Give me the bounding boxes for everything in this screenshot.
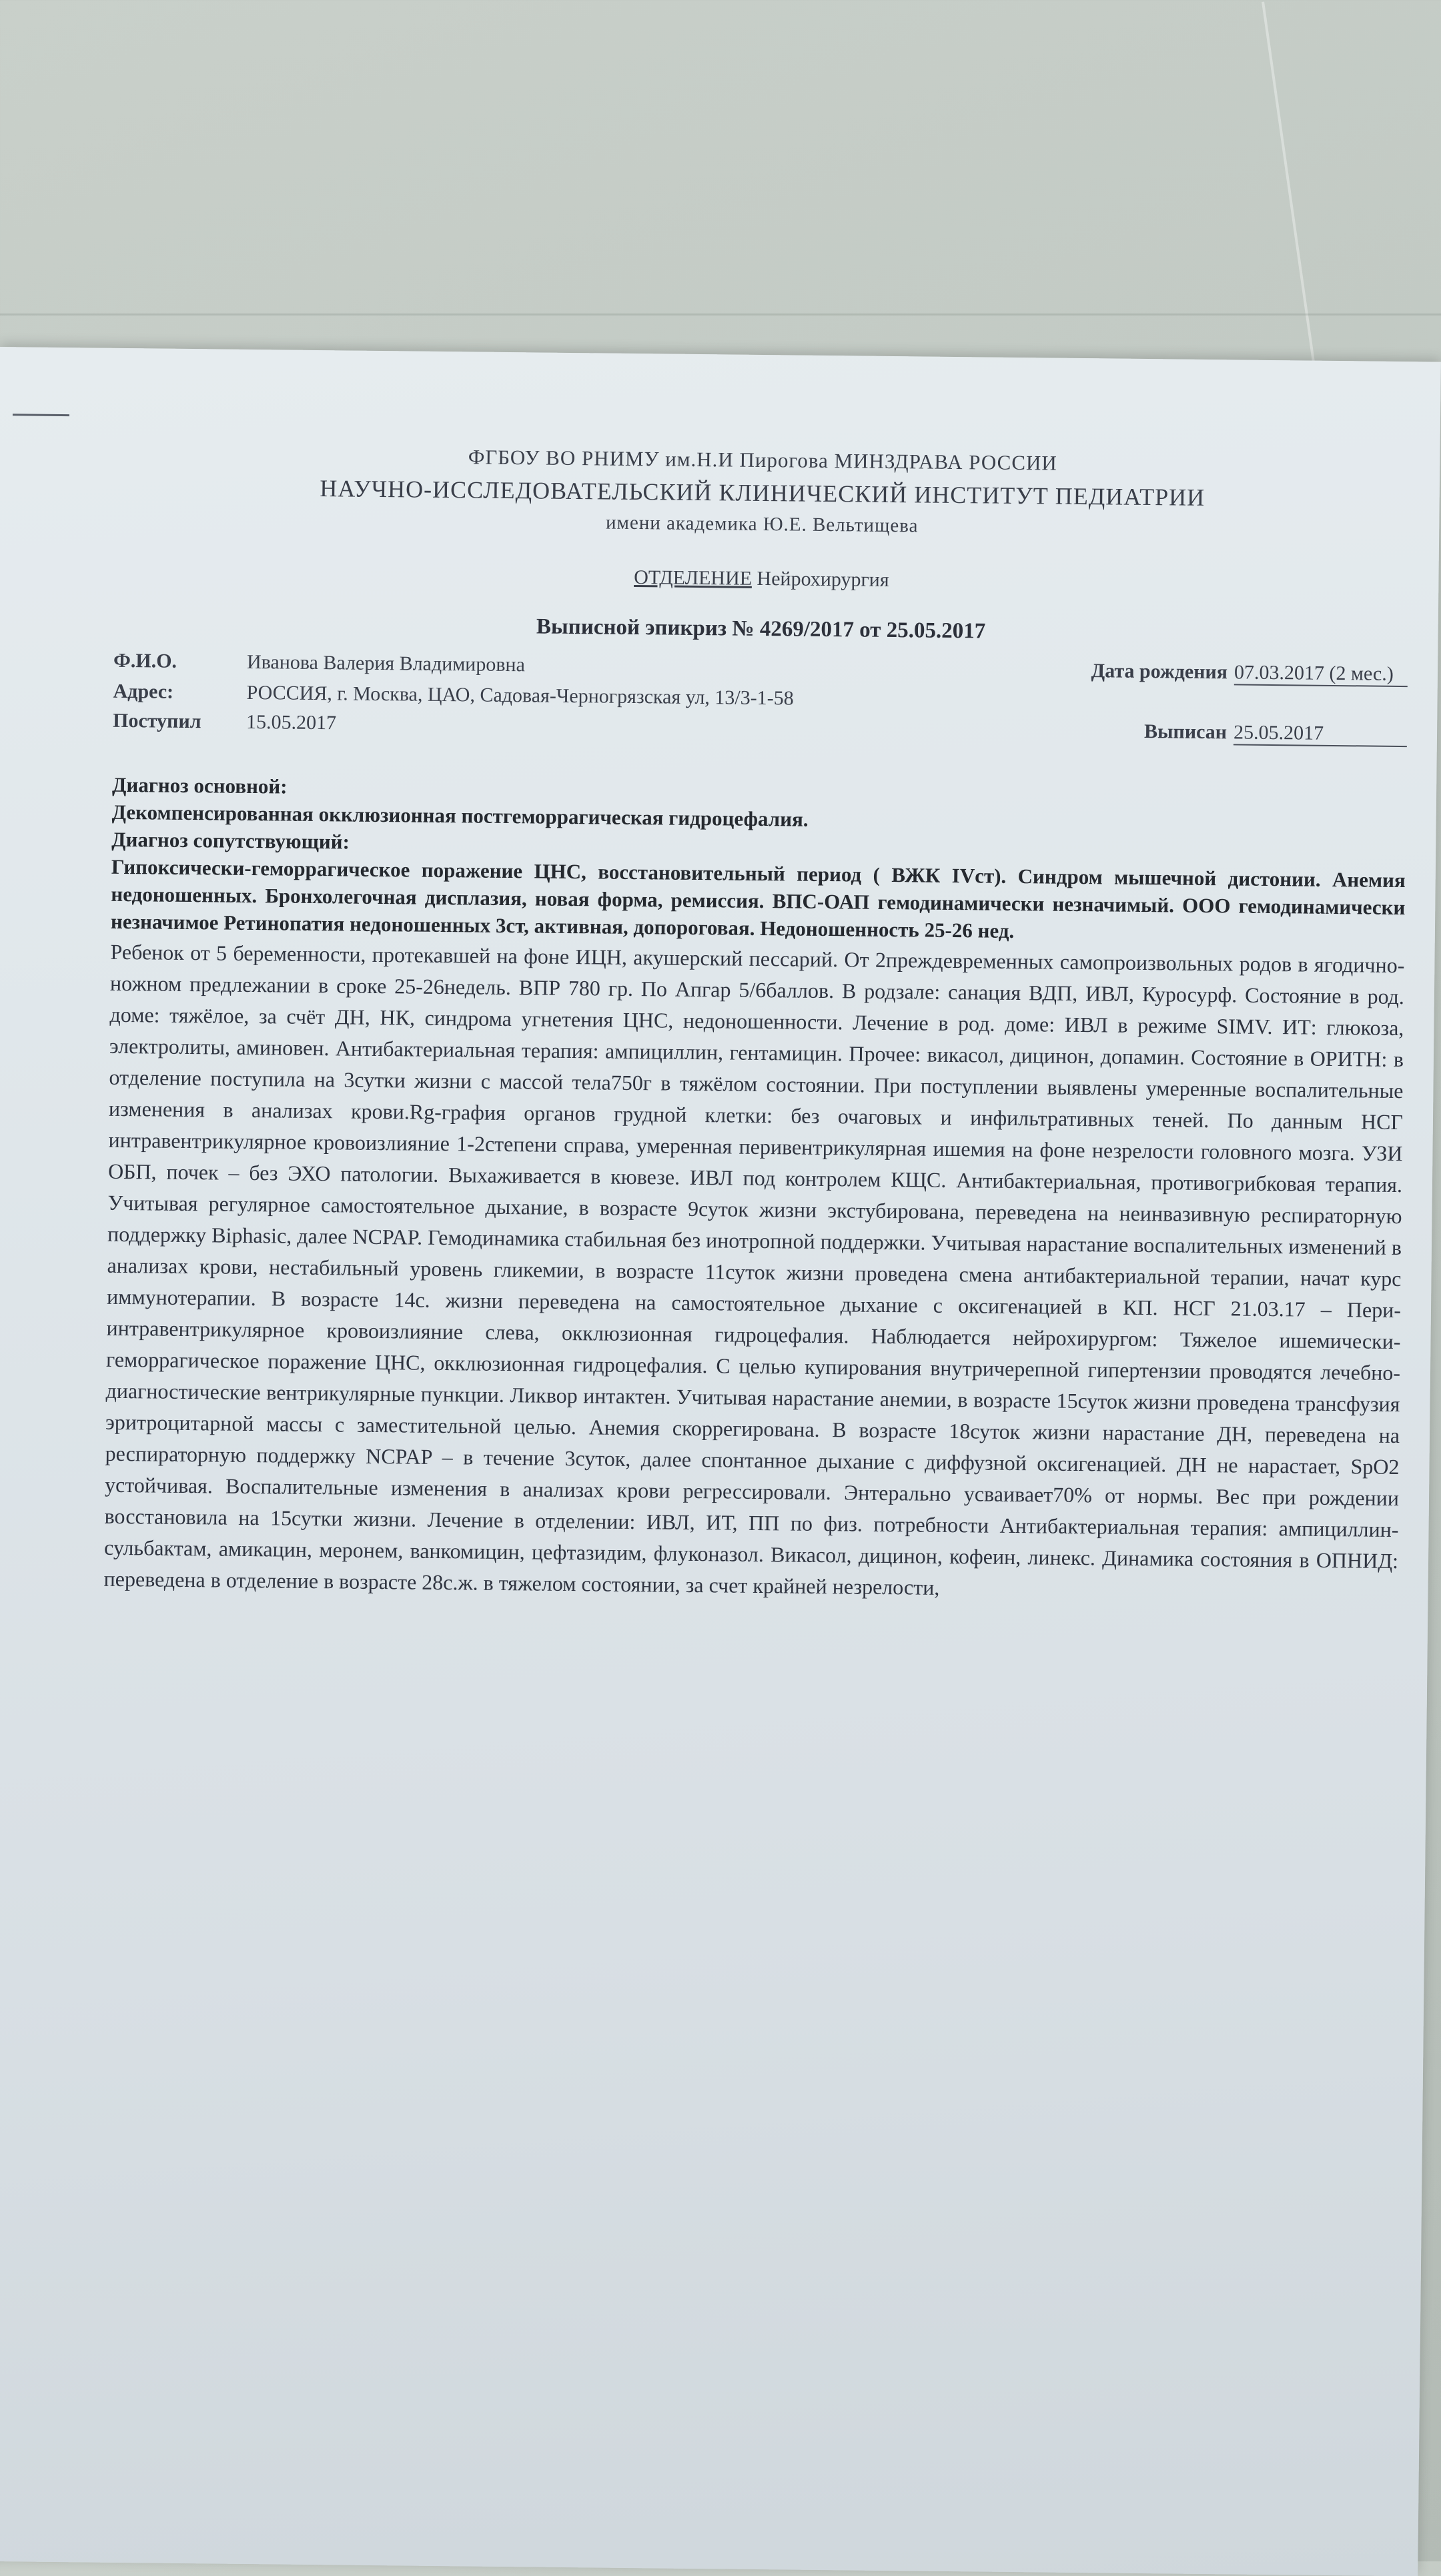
- address-label: Адрес:: [113, 680, 174, 703]
- discharged-value: 25.05.2017: [1234, 721, 1407, 747]
- department-name: Нейрохирургия: [757, 567, 889, 591]
- admitted-label: Поступил: [112, 709, 201, 733]
- document-title: Выписной эпикриз № 4269/2017 от 25.05.2017: [536, 614, 986, 644]
- dob-label: Дата рождения: [1091, 660, 1228, 684]
- discharged-label: Выписан: [1143, 720, 1228, 744]
- department: [114, 561, 1408, 597]
- org-line-2: НАУЧНО-ИССЛЕДОВАТЕЛЬСКИЙ КЛИНИЧЕСКИЙ ИНСТИТУТ ПЕДИАТРИИ: [320, 475, 1206, 511]
- org-line-3: имени академика Ю.Е. Вельтищева: [605, 512, 919, 537]
- main-diagnosis-label: Диагноз основной:: [111, 772, 288, 798]
- concomitant-diagnosis-label: Диагноз сопутствующий:: [111, 827, 350, 854]
- tile-seam: [0, 313, 1441, 315]
- margin-dash: [13, 414, 69, 416]
- department-label: ОТДЕЛЕНИЕ: [634, 566, 753, 590]
- address-value: РОССИЯ, г. Москва, ЦАО, Садовая-Черногрязская ул, 13/3-1-58: [246, 681, 794, 710]
- diagnosis-block: [111, 771, 1406, 948]
- tile-seam: [1262, 1, 1316, 372]
- patient-name-row: [113, 650, 1408, 687]
- fio-value: Иванова Валерия Владимировна: [246, 650, 526, 676]
- concomitant-diagnosis-text: Гипоксически-геморрагическое поражение ЦНС, восстановительный период ( ВЖК IVст). Синдром мышечной дистонии. Анемия недоношенных. Бронхолегочная дисплазия, новая форма, ремиссия. ВПС-ОАП гемодинамически незначимый. ООО гемодинамически незначимое Ретинопатия недоношенных 3ст, активная, допороговая. Недоношенность 25-26 нед.: [110, 854, 1406, 942]
- discharge-summary-sheet: [0, 347, 1441, 2576]
- anamnesis-text: Ребенок от 5 беременности, протекавшей на фоне ИЦН, акушерский пессарий. От 2преждевременных самопроизвольных родов в ягодично-ножном предлежании в сроке 25-26недель. ВПР 780 гр. По Апгар 5/6баллов. В родзале: санация ВДП, ИВЛ, Куросурф. Состояние в род. доме: тяжёлое, за счёт ДН, НК, синдрома угнетения ЦНС, недоношенности. Лечение в род. доме: ИВЛ в режиме SIMV. ИТ: глюкоза, электролиты, аминовен. Антибактериальная терапия: ампициллин, гентамицин. Прочее: викасол, дицинон, допамин. Состояние в ОРИТН: в отделение поступила на 3сутки жизни с массой тела750г в тяжёлом состоянии. При поступлении выявлены умеренные воспалительные изменения в анализах крови.Rg-графия органов грудной клетки: без очаговых и инфильтративных теней. По данным НСГ интравентрикулярное кровоизлияние 1-2степени справа, умеренная перивентрикулярная ишемия на фоне незрелости головного мозга. УЗИ ОБП, почек – без ЭХО патологии. Выхаживается в кювезе. ИВЛ под контролем КЩС. Антибактериальная, противогрибковая терапия. Учитывая регулярное самостоятельное дыхание, в возрасте 9суток жизни экстубирована, переведена на неинвазивную респираторную поддержку Biphasic, далее NCPAP. Гемодинамика стабильная без инотропной поддержки. Учитывая нарастание воспалительных изменений в анализах крови, нестабильный уровень гликемии, в возрасте 11суток жизни проведена смена антибактериальной терапии, начат курс иммунотерапии. В возрасте 14с. жизни переведена на самостоятельное дыхание с оксигенацией в КП. НСГ 21.03.17 – Пери-интравентрикулярное кровоизлияние слева, окклюзионная гидроцефалия. Наблюдается нейрохирургом: Тяжелое ишемически-геморрагическое поражение ЦНС, окклюзионная гидроцефалия. С целью купирования внутричерепной гипертензии проводятся лечебно-диагностические вентрикулярные пункции. Ликвор интактен. Учитывая нарастание анемии, в возрасте 15суток жизни проведена трансфузия эритроцитарной массы с заместительной целью. Анемия скоррегирована. В возрасте 18суток жизни нарастание ДН, переведена на респираторную поддержку NCPAP – в течение 3суток, далее спонтанное дыхание с диффузной оксигенацией. ДН не нарастает, SpO2 устойчивая. Воспалительные изменения в анализах крови регрессировали. Энтерально усваивает70% от нормы. Вес при рождении восстановила на 15сутки жизни. Лечение в отделении: ИВЛ, ИТ, ПП по физ. потребности Антибактериальная терапия: ампициллин-сульбактам, амикацин, меронем, ванкомицин, цефтазидим, флуконазол. Викасол, дицинон, кофеин, линекс. Динамика состояния в ОПНИД: переведена в отделение в возрасте 28с.ж. в тяжелом состоянии, за счет крайней незрелости,: [103, 939, 1405, 1599]
- dob-value: 07.03.2017 (2 мес.): [1234, 661, 1408, 687]
- document-content: [103, 442, 1410, 1608]
- admitted-value: 15.05.2017: [246, 710, 337, 734]
- org-line-1: ФГБОУ ВО РНИМУ им.Н.И Пирогова МИНЗДРАВА РОССИИ: [468, 445, 1057, 475]
- letterhead: [113, 442, 1410, 648]
- fio-label: Ф.И.О.: [113, 649, 177, 672]
- main-diagnosis-text: Декомпенсированная окклюзионная постгеморрагическая гидроцефалия.: [111, 800, 809, 831]
- dates-row: [113, 710, 1407, 747]
